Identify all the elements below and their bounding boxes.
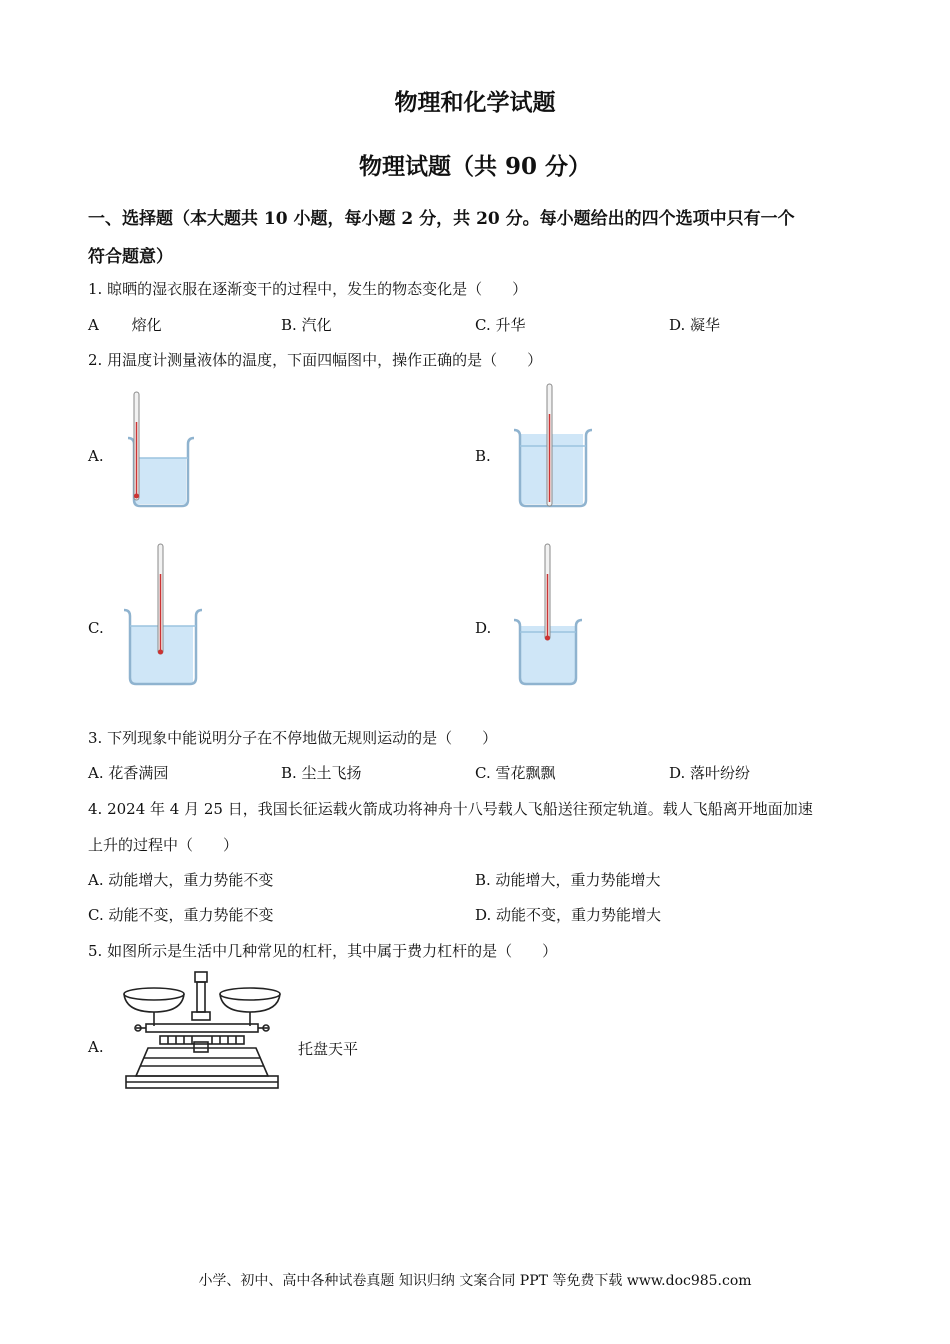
q1-option-b-text: 汽化	[301, 316, 332, 334]
page-footer: 小学、初中、高中各种试卷真题 知识归纳 文案合同 PPT 等免费下载 www.doc985.com	[198, 1273, 752, 1289]
q4-option-a[interactable]: A. 动能增大，重力势能不变	[88, 871, 274, 889]
q2-option-a-label[interactable]: A.	[88, 447, 104, 465]
physics-subtitle: 物理试题（共 90 分）	[358, 153, 592, 180]
q1-option-c[interactable]	[475, 314, 526, 335]
q1-option-b-letter: B.	[281, 316, 302, 334]
q1-option-b[interactable]	[281, 314, 332, 335]
q1-option-a-text: 熔化	[131, 316, 162, 334]
q4-option-b[interactable]: B. 动能增大，重力势能增大	[475, 871, 661, 889]
question-1-stem: 1. 晾晒的湿衣服在逐渐变干的过程中，发生的物态变化是（ ）	[88, 280, 528, 298]
question-5-stem: 5. 如图所示是生活中几种常见的杠杆，其中属于费力杠杆的是（ ）	[88, 942, 558, 960]
beaker-b-figure[interactable]	[510, 384, 594, 512]
q5-option-a-caption: 托盘天平	[298, 1040, 359, 1058]
q1-option-c-text: 升华	[495, 316, 526, 334]
q1-option-d[interactable]	[669, 314, 720, 335]
q3-option-b[interactable]: B. 尘土飞扬	[281, 764, 362, 782]
q2-option-c-label[interactable]: C.	[88, 619, 104, 637]
question-4-stem-cont: 上升的过程中（ ）	[88, 836, 239, 854]
q3-option-a[interactable]: A. 花香满园	[88, 764, 169, 782]
question-3-stem: 3. 下列现象中能说明分子在不停地做无规则运动的是（ ）	[88, 729, 498, 747]
q3-option-c[interactable]: C. 雪花飘飘	[475, 764, 556, 782]
document-title: 物理和化学试题	[394, 89, 556, 116]
question-2-stem: 2. 用温度计测量液体的温度，下面四幅图中，操作正确的是（ ）	[88, 351, 543, 369]
q1-option-a[interactable]	[88, 314, 162, 335]
q1-option-d-letter: D.	[669, 316, 691, 334]
q2-option-d-label[interactable]: D.	[475, 619, 492, 637]
beaker-c-figure[interactable]	[120, 544, 204, 690]
q2-option-b-label[interactable]: B.	[475, 447, 491, 465]
q3-option-d[interactable]: D. 落叶纷纷	[669, 764, 751, 782]
q1-option-a-letter: A	[88, 316, 99, 334]
q5-option-a-label[interactable]: A.	[88, 1038, 104, 1056]
section-heading-cont: 符合题意）	[88, 247, 173, 267]
balance-scale-figure[interactable]	[118, 968, 286, 1094]
beaker-d-figure[interactable]	[510, 544, 586, 690]
section-heading: 一、选择题（本大题共 10 小题，每小题 2 分，共 20 分。每小题给出的四个选项中只有一个	[88, 209, 795, 229]
beaker-a-figure[interactable]	[120, 392, 200, 512]
q4-option-d[interactable]: D. 动能不变，重力势能增大	[475, 906, 662, 924]
q1-option-d-text: 凝华	[690, 316, 721, 334]
q4-option-c[interactable]: C. 动能不变，重力势能不变	[88, 906, 274, 924]
question-4-stem: 4. 2024 年 4 月 25 日，我国长征运载火箭成功将神舟十八号载人飞船送往预定轨道。载人飞船离开地面加速	[88, 800, 813, 818]
q1-option-c-letter: C.	[475, 316, 496, 334]
